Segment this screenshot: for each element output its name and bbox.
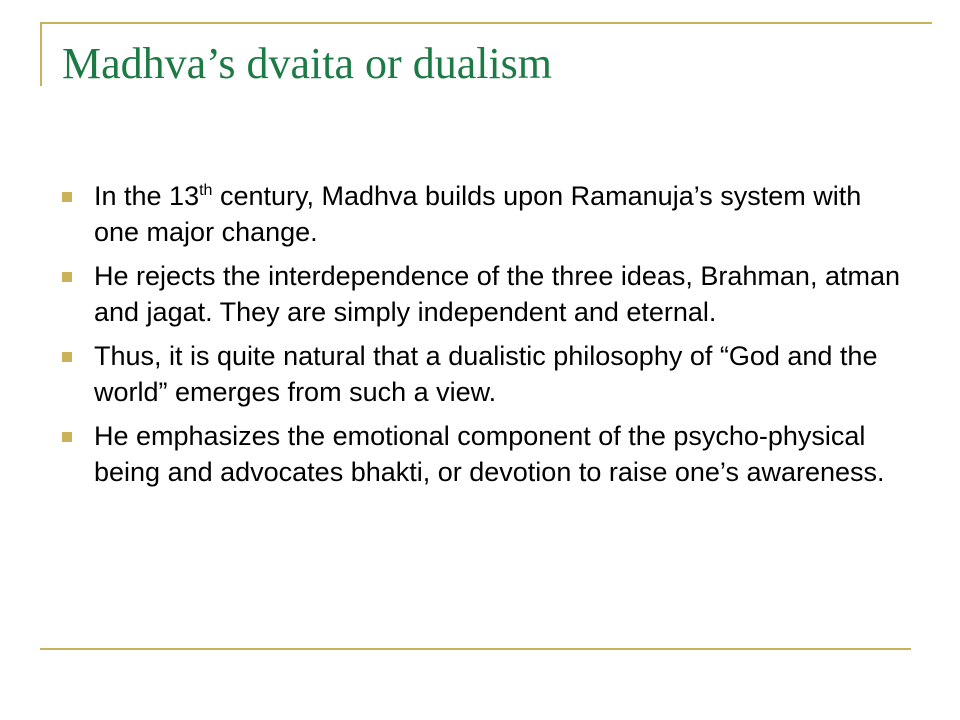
bullet-text-end: century, Madhva builds upon Ramanuja’s system with one major change. xyxy=(94,181,862,247)
bullet-text-start: In the 13 xyxy=(94,181,200,211)
bullet-text: He emphasizes the emotional component of the psycho-physical being and advocates bhakti, or devotion to raise one’s awareness. xyxy=(94,421,885,487)
frame-left-rule xyxy=(40,22,42,86)
bullet-text: He rejects the interdependence of the three ideas, Brahman, atman and jagat. They are simply independent and eternal. xyxy=(94,261,900,327)
square-bullet-icon xyxy=(62,352,72,362)
square-bullet-icon xyxy=(62,432,72,442)
bullet-text xyxy=(94,181,861,247)
square-bullet-icon xyxy=(62,272,72,282)
bullet-item xyxy=(62,178,902,250)
ordinal-suffix: th xyxy=(199,182,213,199)
bullet-list xyxy=(62,178,902,498)
bullet-item xyxy=(62,258,902,330)
square-bullet-icon xyxy=(62,192,72,202)
frame-bottom-rule xyxy=(40,648,911,650)
bullet-text: Thus, it is quite natural that a dualistic philosophy of “God and the world” emerges from such a view. xyxy=(94,341,878,407)
bullet-item xyxy=(62,418,902,490)
frame-top-rule xyxy=(40,22,932,24)
slide-title: Madhva’s dvaita or dualism xyxy=(62,39,553,88)
bullet-item xyxy=(62,338,902,410)
